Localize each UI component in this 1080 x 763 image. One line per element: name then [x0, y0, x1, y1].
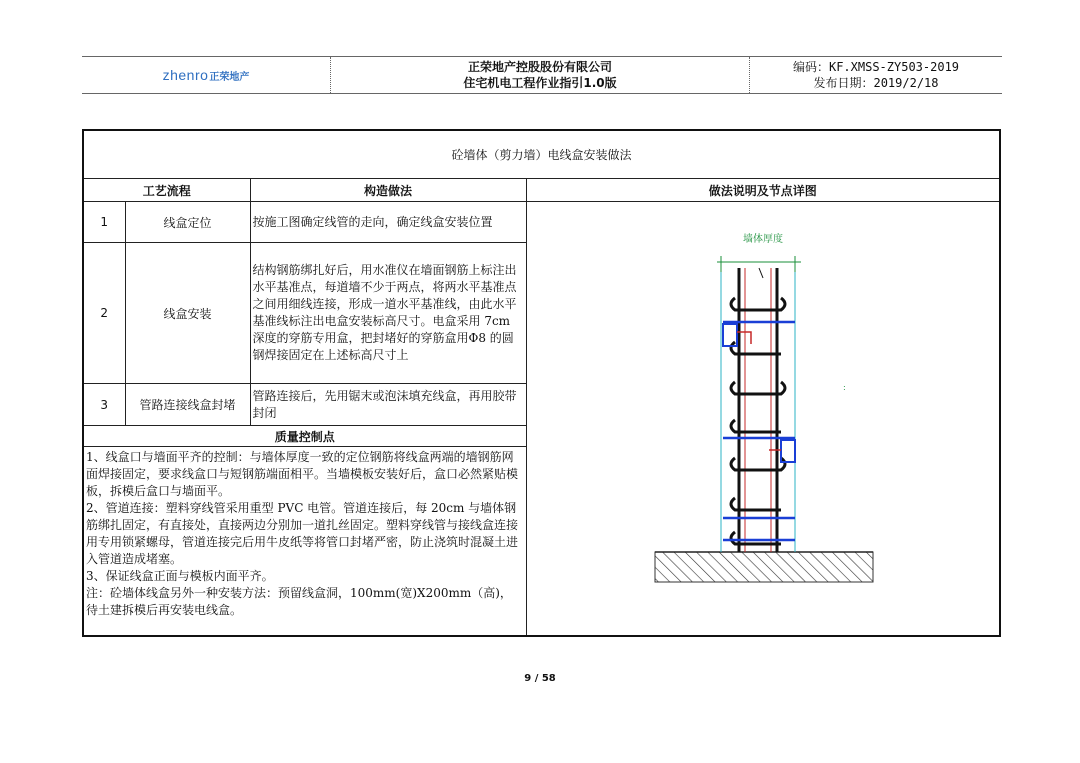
publish-date: 发布日期：2019/2/18	[813, 76, 939, 90]
page-header	[82, 56, 1002, 94]
row-number: 2	[83, 243, 125, 384]
row-method: 按施工图确定线管的走向，确定线盒安装位置	[250, 202, 526, 243]
node-detail-drawing	[526, 202, 1000, 637]
row-number: 1	[83, 202, 125, 243]
col-header-method: 构造做法	[250, 179, 526, 202]
row-process: 线盒安装	[125, 243, 250, 384]
company-logo	[82, 57, 330, 93]
row-number: 3	[83, 384, 125, 426]
svg-text::: :	[842, 383, 846, 392]
document-code: 编码：KF.XMSS-ZY503-2019	[792, 60, 960, 74]
floor-slab	[655, 552, 873, 582]
row-process: 管路连接线盒封堵	[125, 384, 250, 426]
table-title: 砼墙体（剪力墙）电线盒安装做法	[83, 130, 1000, 179]
company-name: 正荣地产控股股份有限公司	[467, 60, 612, 74]
row-process: 线盒定位	[125, 202, 250, 243]
wall-section-svg	[527, 202, 1001, 632]
method-table	[82, 129, 1001, 637]
logo-english: zhenro	[162, 67, 209, 83]
header-title-block	[330, 57, 750, 93]
qc-item: 2、管道连接：塑料穿线管采用重型 PVC 电管。管道连接后，每 20cm 与墙体钢筋绑扎固定，有直接处，直接两边分别加一道扎丝固定。塑料穿线管与接线盒连接用专用锁紧螺母，管道连接完后用牛皮纸等将管口封堵严密，防止浇筑时混凝土进入管道造成堵塞。	[86, 501, 519, 566]
qc-item: 1、线盒口与墙面平齐的控制：与墙体厚度一致的定位钢筋将线盒两端的墙钢筋网面焊接固定，要求线盒口与短钢筋端面相平。当墙模板安装好后，盒口必然紧贴模板，拆模后盒口与墙面平。	[86, 450, 519, 498]
logo-chinese: 正荣地产	[209, 71, 250, 83]
quality-control-heading: 质量控制点	[83, 426, 526, 447]
row-method: 管路连接后，先用锯末或泡沫填充线盒，再用胶带封闭	[250, 384, 526, 426]
qc-note: 注：砼墙体线盒另外一种安装方法：预留线盒洞，100mm(宽)X200mm（高)，待土建拆模后再安装电线盒。	[86, 586, 512, 617]
table-row	[83, 202, 1000, 243]
row-method: 结构钢筋绑扎好后，用水准仪在墙面钢筋上标注出水平基准点，每道墙不少于两点，将两水平基准点之间用细线连接，形成一道水平基准线，由此水平基准线标注出电盒安装标高尺寸。电盒采用 7cm 深度的穿筋专用盒，把封堵好的穿筋盒用Φ8 的圆钢焊接固定在上述标高尺寸上	[250, 243, 526, 384]
guide-title: 住宅机电工程作业指引1.0版	[463, 76, 617, 90]
quality-control-body	[83, 447, 526, 637]
col-header-detail: 做法说明及节点详图	[526, 179, 1000, 202]
page-number: 9 / 58	[524, 673, 556, 684]
qc-item: 3、保证线盒正面与模板内面平齐。	[86, 569, 274, 583]
wall-thickness-label: 墙体厚度	[742, 234, 783, 245]
header-meta-block	[750, 57, 1002, 93]
col-header-process: 工艺流程	[83, 179, 250, 202]
